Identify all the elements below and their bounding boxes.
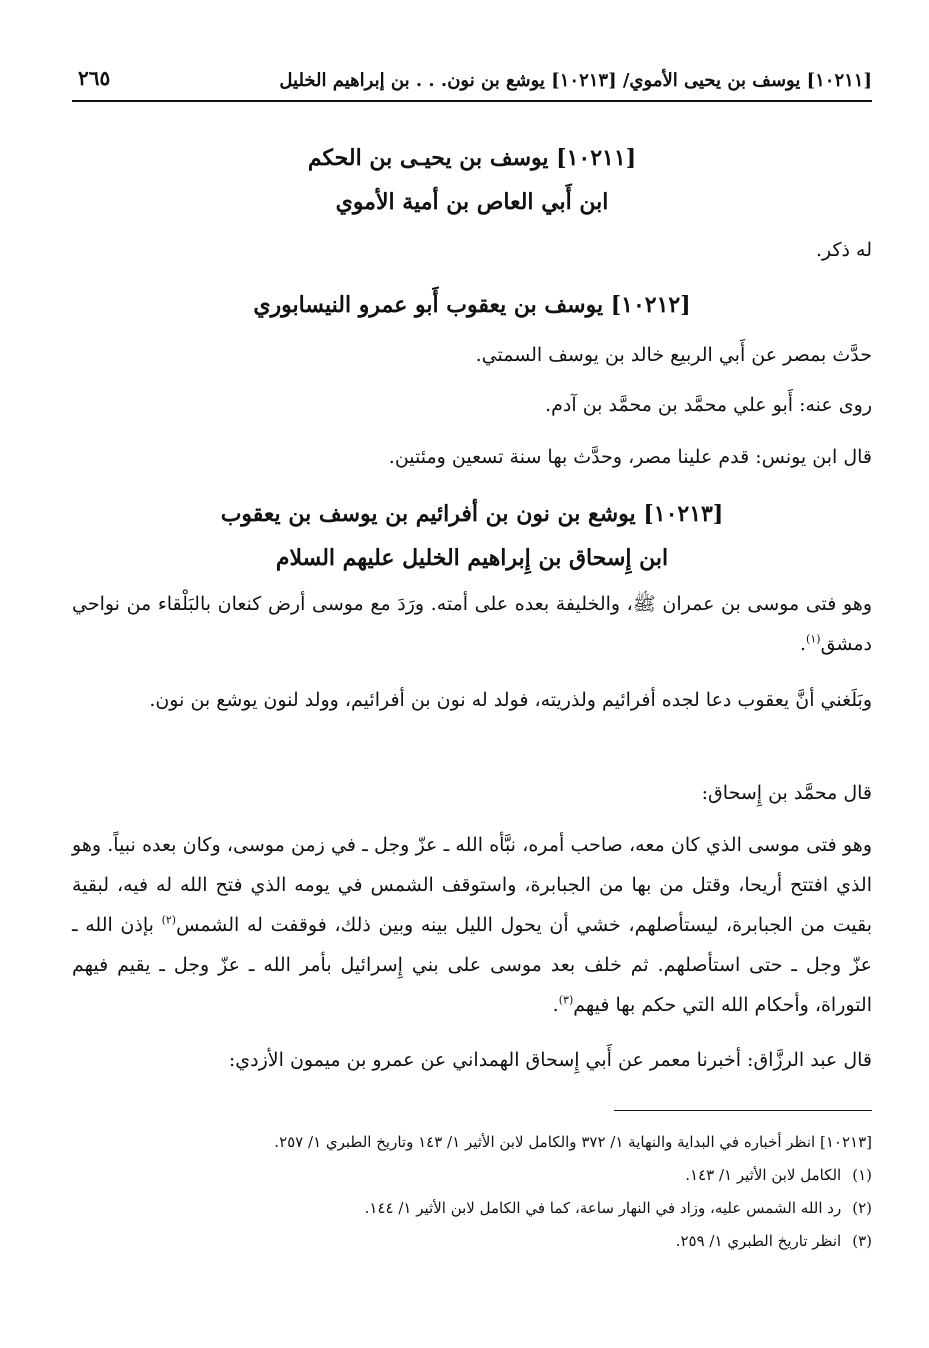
entry-heading-line: ابن إِسحاق بن إِبراهيم الخليل عليهم السلام <box>275 545 669 571</box>
paragraph: حدَّث بمصر عن أَبي الربيع خالد بن يوسف السمتي. <box>475 344 872 366</box>
running-header <box>72 60 872 102</box>
footnote-number: (١) <box>852 1166 872 1184</box>
entry-heading-line: [١٠٢١١] يوسف بن يحيـى بن الحكم <box>307 145 637 171</box>
paragraph: قال محمَّد بن إِسحاق: <box>701 782 872 804</box>
paragraph: وبَلَغني أنَّ يعقوب دعا لجده أفرائيم ولذريته، فولد له نون بن أفرائيم، وولد لنون يوشع بن نون. <box>149 689 872 711</box>
footnote-ref[interactable]: (٢) <box>161 913 177 927</box>
paragraph-text: بإذن الله ـ عزّ وجل ـ حتى استأصلهم. ثم خلف بعد موسى على بني إِسرائيل بأمر الله ـ عزّ وجل ـ يقيم فيهم التوراة، وأحكام الله التي حكم بها فيهم <box>72 914 872 1016</box>
footnote-text: انظر تاريخ الطبري ١/ ٢٥٩. <box>675 1232 842 1250</box>
paragraph-text: وهو فتى موسى الذي كان معه، صاحب أمره، نبَّأه الله ـ عزّ وجل ـ في زمن موسى، وكان بعده نبياً. وهو الذي افتتح أريحا، وقتل من بها من الجبابرة، واستوقف الشمس في يومه الذي فتح الله له فيه، لبقية بقيت من الجبابرة، ليستأصلهم، خشي أن يحول الليل بينه وبين ذلك، فوقفت له الشمس <box>72 834 872 936</box>
entry-body: له ذكر. <box>815 239 872 261</box>
footnote <box>72 1159 872 1192</box>
footnote-number: [١٠٢١٣] <box>819 1133 872 1151</box>
footnote <box>72 1225 872 1258</box>
footnote-ref[interactable]: (٣) <box>558 993 574 1007</box>
footnote-divider <box>614 1110 872 1111</box>
entry-heading-10213 <box>72 492 872 580</box>
footnote <box>72 1192 872 1225</box>
running-title: [١٠٢١١] يوسف بن يحيى الأموي/ [١٠٢١٣] يوشع بن نون. . . بن إبراهيم الخليل <box>279 70 872 91</box>
footnote-number: (٢) <box>852 1199 872 1217</box>
footnote <box>72 1126 872 1159</box>
footnote-text: الكامل لابن الأثير ١/ ١٤٣. <box>685 1166 842 1184</box>
footnote-number: (٣) <box>852 1232 872 1250</box>
footnotes <box>72 1126 872 1258</box>
paragraph: قال عبد الرزَّاق: أخبرنا معمر عن أَبي إِسحاق الهمداني عن عمرو بن ميمون الأزدي: <box>228 1049 872 1071</box>
footnote-text: انظر أخباره في البداية والنهاية ١/ ٣٧٢ والكامل لابن الأثير ١/ ١٤٣ وتاريخ الطبري ١/ ٢٥٧. <box>274 1133 816 1151</box>
paragraph: قال ابن يونس: قدم علينا مصر، وحدَّث بها سنة تسعين ومئتين. <box>388 446 872 468</box>
footnote-text: رد الله الشمس عليه، وزاد في النهار ساعة، كما في الكامل لابن الأثير ١/ ١٤٤. <box>364 1199 842 1217</box>
entry-heading-10212 <box>72 283 872 327</box>
page-number: ٢٦٥ <box>78 66 111 90</box>
entry-heading-10211 <box>72 136 872 224</box>
paragraph-text: . <box>552 994 559 1016</box>
paragraph-text: وهو فتى موسى بن عمران ﷺ، والخليفة بعده على أمته. ورَدَ مع موسى أرض كنعان بالبَلْقاء من نواحي دمشق <box>72 593 872 655</box>
entry-heading-line: ابن أَبي العاص بن أمية الأموي <box>335 189 609 215</box>
paragraph <box>72 825 872 1025</box>
footnote-ref[interactable]: (١) <box>806 632 821 646</box>
paragraph: روى عنه: أَبو علي محمَّد بن محمَّد بن آدم. <box>545 394 872 416</box>
entry-heading-line: [١٠٢١٢] يوسف بن يعقوب أَبو عمرو النيسابوري <box>253 292 691 318</box>
entry-heading-line: [١٠٢١٣] يوشع بن نون بن أفرائيم بن يوسف بن يعقوب <box>220 501 724 527</box>
paragraph <box>72 584 872 664</box>
paragraph-text: . <box>800 633 807 655</box>
